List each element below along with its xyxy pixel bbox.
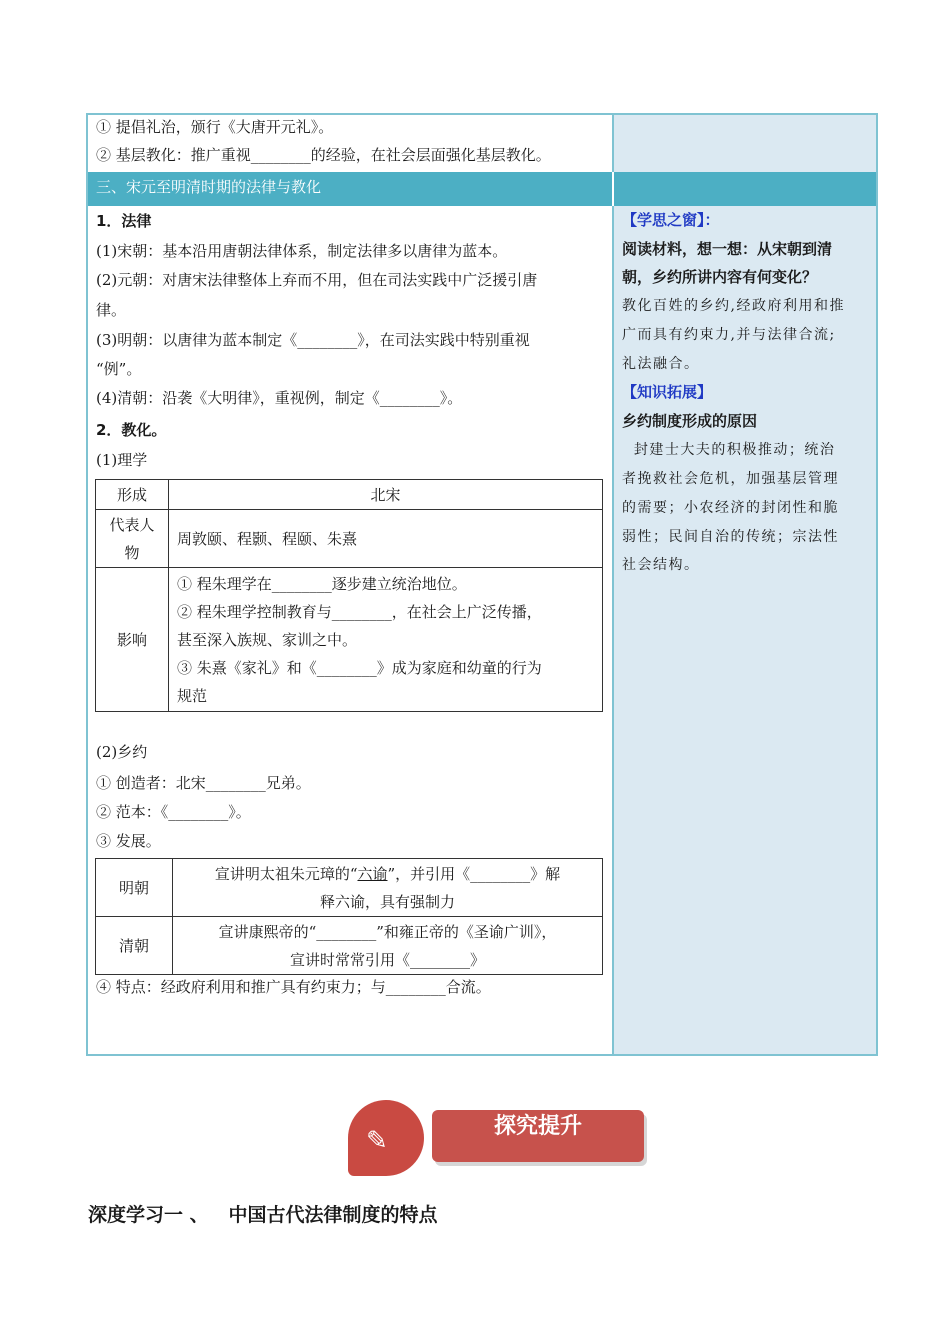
law-yuan: (2)元朝：对唐宋法律整体上弃而不用，但在司法实践中广泛援引唐 (96, 271, 538, 289)
lixue-heading: (1)理学 (96, 451, 148, 469)
xiangyue-creator: ① 创造者：北宋________兄弟。 (96, 774, 311, 792)
sidebar-question-2: 朝，乡约所讲内容有何变化？ (622, 268, 818, 286)
sidebar-answer-3: 礼法融合。 (622, 356, 700, 372)
column-divider (612, 113, 614, 1056)
xiangyue-value-qing: 宣讲康熙帝的“________”和雍正帝的《圣谕广训》， 宣讲时常常引用《________》 (173, 917, 603, 975)
lixue-label-influence: 影响 (96, 568, 169, 712)
banner-title: 探究提升 (493, 1114, 582, 1139)
pencil-icon: ✎ (366, 1126, 388, 1156)
section-title: 三、宋元至明清时期的法律与教化 (96, 178, 322, 196)
sidebar-answer-2: 广而具有约束力,并与法律合流; (622, 327, 836, 343)
lixue-table (95, 479, 603, 712)
law-yuan-cont: 律。 (96, 301, 127, 319)
sidebar-extension-line-3: 的需要；小农经济的封闭性和脆 (622, 500, 839, 516)
law-heading: 1．法律 (96, 212, 152, 230)
law-ming: (3)明朝：以唐律为蓝本制定《________》，在司法实践中特别重视 (96, 331, 530, 349)
band-divider (612, 172, 614, 206)
xiangyue-model: ② 范本：《________》。 (96, 803, 251, 821)
xiangyue-value-ming: 宣讲明太祖朱元璋的“六谕”，并引用《________》解 释六谕，具有强制力 (173, 859, 603, 917)
law-ming-cont: “例”。 (96, 360, 142, 378)
xiangyue-label-qing: 清朝 (96, 917, 173, 975)
law-song: (1)宋朝：基本沿用唐朝法律体系，制定法律多以唐律为蓝本。 (96, 242, 508, 260)
sidebar-extension-title: 【知识拓展】 (622, 383, 713, 401)
lixue-label-formation: 形成 (96, 480, 169, 510)
edu-heading: 2．教化。 (96, 421, 167, 439)
sidebar-answer-1: 教化百姓的乡约,经政府利用和推 (622, 298, 845, 314)
lixue-value-influence: ① 程朱理学在________逐步建立统治地位。 ② 程朱理学控制教育与________，在社会上广泛传播， 甚至深入族规、家训之中。 ③ 朱熹《家礼》和《________》成为家庭和幼童的行为 规范 (169, 568, 603, 712)
xiangyue-development: ③ 发展。 (96, 832, 161, 850)
sidebar-extension-line-1: 封建士大夫的积极推动；统治 (622, 442, 836, 458)
sidebar-extension-line-2: 者挽救社会危机，加强基层管理 (622, 471, 839, 487)
lixue-label-representatives: 代表人 物 (96, 510, 169, 568)
top-line-2: ② 基层教化：推广重视________的经验，在社会层面强化基层教化。 (96, 146, 551, 164)
lixue-value-formation: 北宋 (169, 480, 603, 510)
xiangyue-table (95, 858, 603, 975)
xiangyue-feature: ④ 特点：经政府利用和推广具有约束力；与________合流。 (96, 978, 491, 996)
xiangyue-heading: (2)乡约 (96, 743, 148, 761)
top-line-1: ① 提倡礼治，颁行《大唐开元礼》。 (96, 118, 334, 136)
sidebar-extension-heading: 乡约制度形成的原因 (622, 412, 758, 430)
law-qing: (4)清朝：沿袭《大明律》，重视例，制定《________》。 (96, 389, 463, 407)
sidebar-question-1: 阅读材料，想一想：从宋朝到清 (622, 240, 833, 258)
deep-learning-heading: 深度学习一 、 中国古代法律制度的特点 (88, 1204, 438, 1226)
sidebar-extension-line-5: 社会结构。 (622, 557, 700, 573)
lixue-value-representatives: 周敦颐、程颢、程颐、朱熹 (169, 510, 603, 568)
sidebar-extension-line-4: 弱性；民间自治的传统；宗法性 (622, 529, 839, 545)
xiangyue-label-ming: 明朝 (96, 859, 173, 917)
sidebar-window-title: 【学思之窗】： (622, 211, 720, 229)
